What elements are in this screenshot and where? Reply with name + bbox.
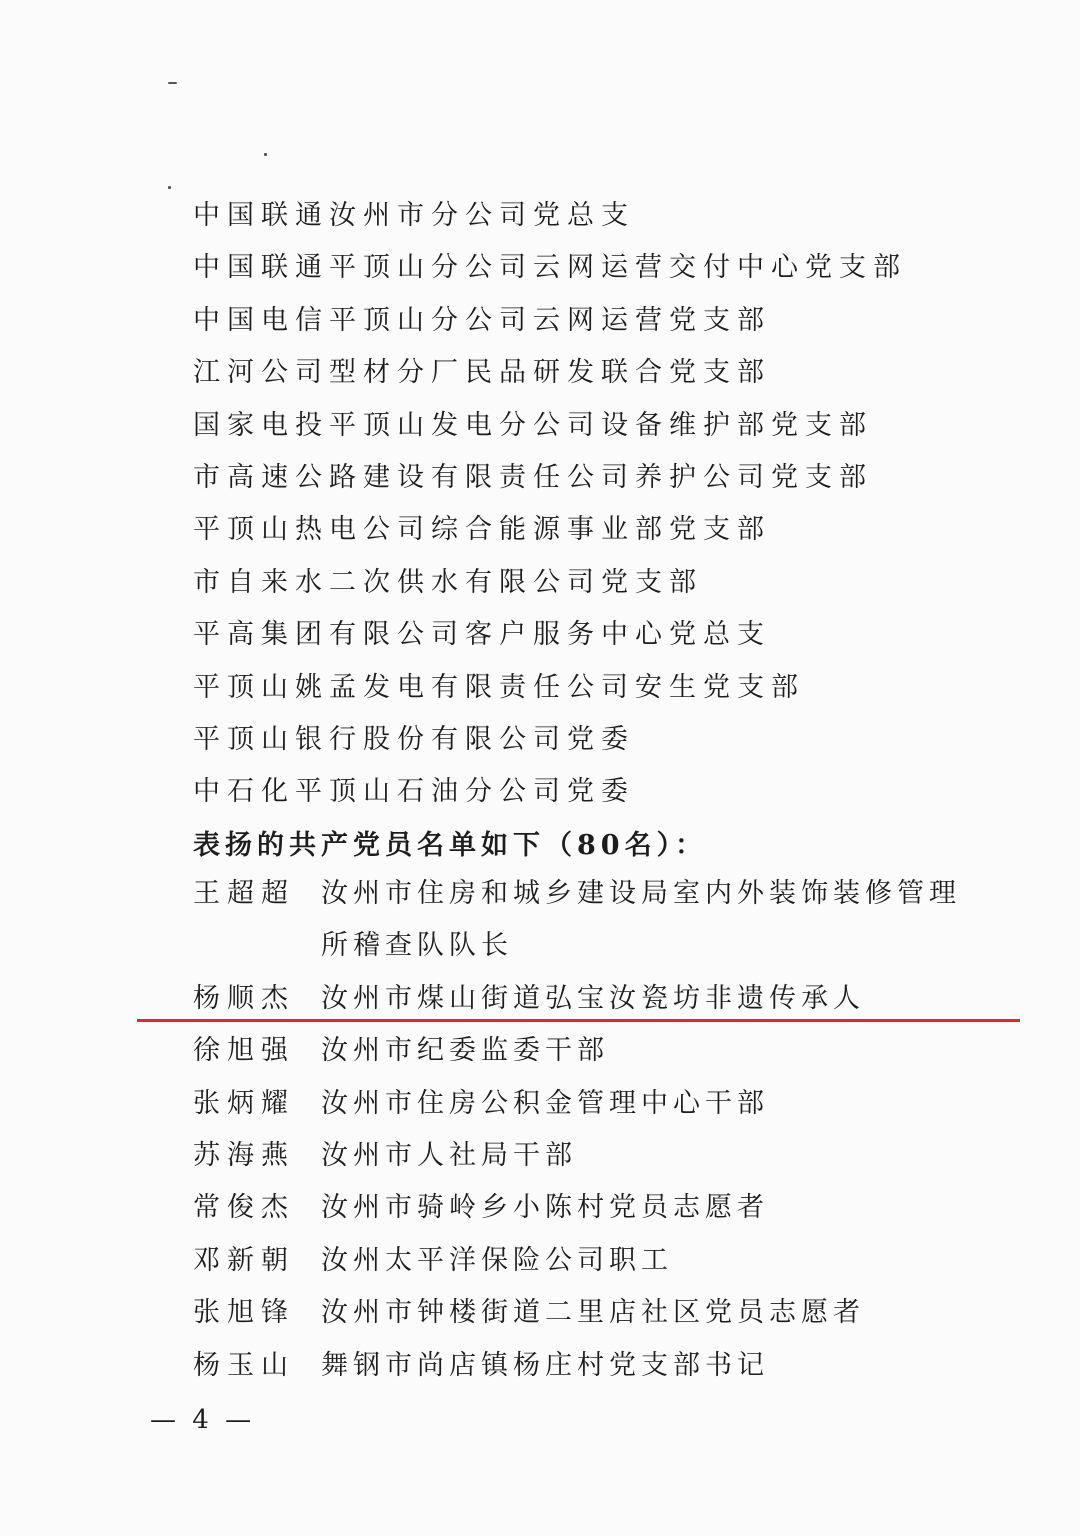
member-name: 张炳耀 bbox=[193, 1087, 295, 1119]
member-name: 王超超 bbox=[193, 878, 295, 909]
member-row bbox=[193, 1130, 1013, 1182]
page-number: — 4 — bbox=[150, 1405, 256, 1435]
highlight-underline bbox=[137, 1019, 1020, 1022]
organization-item: 中国联通汝州市分公司党总支 bbox=[193, 200, 635, 231]
member-name: 杨玉山 bbox=[193, 1349, 295, 1381]
organization-item: 市高速公路建设有限责任公司养护公司党支部 bbox=[193, 461, 873, 493]
member-title: 汝州市纪委监委干部 bbox=[321, 1035, 609, 1067]
organization-item: 国家电投平顶山发电分公司设备维护部党支部 bbox=[193, 409, 873, 441]
member-name: 邓新朝 bbox=[193, 1244, 295, 1276]
scan-speck bbox=[168, 186, 171, 189]
member-row bbox=[193, 868, 1013, 973]
member-title: 汝州太平洋保险公司职工 bbox=[321, 1244, 673, 1276]
member-title: 汝州市钟楼街道二里店社区党员志愿者 bbox=[321, 1297, 865, 1329]
scan-speck bbox=[264, 153, 267, 156]
member-title: 汝州市人社局干部 bbox=[321, 1140, 577, 1172]
member-title: 汝州市骑岭乡小陈村党员志愿者 bbox=[321, 1192, 769, 1224]
member-name: 杨顺杰 bbox=[193, 982, 295, 1014]
member-list bbox=[193, 868, 1013, 1392]
member-row bbox=[193, 1235, 1013, 1287]
member-title: 舞钢市尚店镇杨庄村党支部书记 bbox=[321, 1349, 769, 1381]
scan-speck bbox=[168, 82, 177, 84]
organization-item: 平顶山热电公司综合能源事业部党支部 bbox=[193, 514, 771, 546]
member-title: 汝州市煤山街道弘宝汝瓷坊非遗传承人 bbox=[321, 982, 865, 1014]
member-row bbox=[193, 1182, 1013, 1234]
member-row bbox=[193, 1287, 1013, 1339]
organization-item: 平顶山姚孟发电有限责任公司安生党支部 bbox=[193, 671, 805, 703]
organization-list bbox=[193, 190, 993, 819]
member-name: 徐旭强 bbox=[193, 1035, 295, 1067]
member-title: 汝州市住房公积金管理中心干部 bbox=[321, 1087, 769, 1119]
organization-item: 市自来水二次供水有限公司党支部 bbox=[193, 566, 703, 598]
members-heading: 表扬的共产党员名单如下（80名）： bbox=[193, 830, 708, 861]
member-row bbox=[193, 973, 1013, 1025]
organization-item: 江河公司型材分厂民品研发联合党支部 bbox=[193, 357, 771, 389]
member-name: 苏海燕 bbox=[193, 1140, 295, 1172]
organization-item: 中国电信平顶山分公司云网运营党支部 bbox=[193, 304, 771, 336]
member-title: 汝州市住房和城乡建设局室内外装饰装修管理所稽查队队长 bbox=[321, 878, 961, 962]
member-row bbox=[193, 1078, 1013, 1130]
organization-item: 中国联通平顶山分公司云网运营交付中心党支部 bbox=[193, 252, 907, 284]
member-name: 常俊杰 bbox=[193, 1192, 295, 1224]
organization-item: 平顶山银行股份有限公司党委 bbox=[193, 723, 635, 755]
member-row bbox=[193, 1340, 1013, 1392]
member-name: 张旭锋 bbox=[193, 1297, 295, 1329]
organization-item: 中石化平顶山石油分公司党委 bbox=[193, 776, 635, 808]
organization-item: 平高集团有限公司客户服务中心党总支 bbox=[193, 619, 771, 651]
member-row bbox=[193, 1025, 1013, 1077]
